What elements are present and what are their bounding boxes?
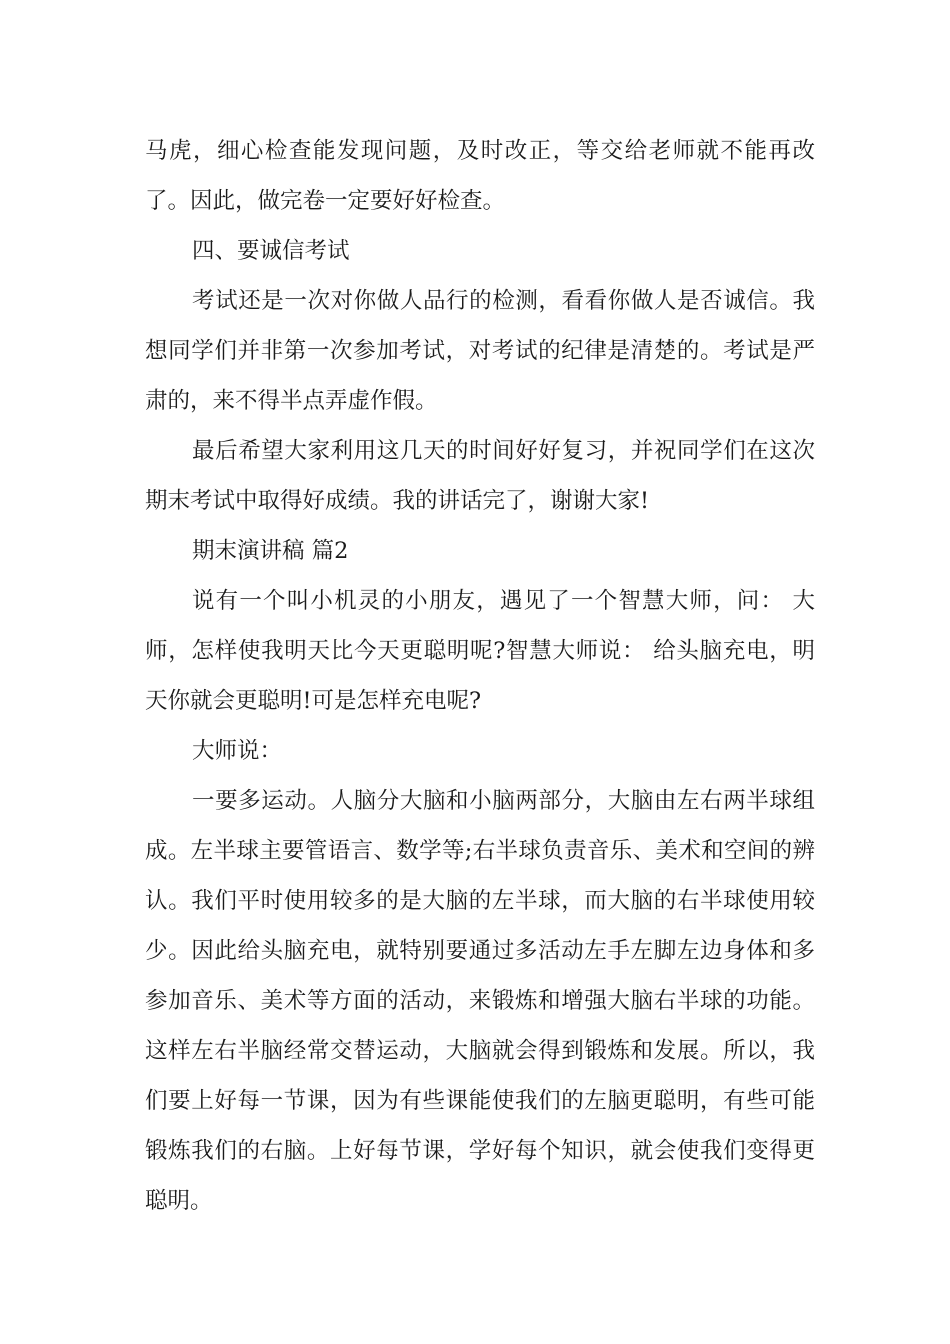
section-heading: 四、要诚信考试 xyxy=(192,238,350,264)
text-line: 成。左半球主要管语言、数学等;右半球负责音乐、美术和空间的辨 xyxy=(145,838,815,864)
text-line: 锻炼我们的右脑。上好每节课，学好每个知识，就会使我们变得更 xyxy=(145,1138,815,1164)
text-line: 期末考试中取得好成绩。我的讲话完了，谢谢大家! xyxy=(145,488,650,514)
text-line: 聪明。 xyxy=(145,1188,213,1214)
text-line: 参加音乐、美术等方面的活动，来锻炼和增强大脑右半球的功能。 xyxy=(145,988,815,1014)
text-line: 最后希望大家利用这几天的时间好好复习，并祝同学们在这次 xyxy=(192,438,815,464)
text-line: 天你就会更聪明!可是怎样充电呢? xyxy=(145,688,482,714)
text-line: 说有一个叫小机灵的小朋友，遇见了一个智慧大师，问： 大 xyxy=(192,588,815,614)
text-line: 这样左右半脑经常交替运动，大脑就会得到锻炼和发展。所以，我 xyxy=(145,1038,815,1064)
text-line: 认。我们平时使用较多的是大脑的左半球，而大脑的右半球使用较 xyxy=(145,888,815,914)
text-line: 们要上好每一节课，因为有些课能使我们的左脑更聪明，有些可能 xyxy=(145,1088,815,1114)
text-line: 了。因此，做完卷一定要好好检查。 xyxy=(145,188,506,214)
text-line: 少。因此给头脑充电，就特别要通过多活动左手左脚左边身体和多 xyxy=(145,938,815,964)
text-line: 一要多运动。人脑分大脑和小脑两部分，大脑由左右两半球组 xyxy=(192,788,815,814)
text-line: 肃的，来不得半点弄虚作假。 xyxy=(145,388,438,414)
text-line: 马虎，细心检查能发现问题，及时改正，等交给老师就不能再改 xyxy=(145,138,815,164)
text-line: 考试还是一次对你做人品行的检测，看看你做人是否诚信。我 xyxy=(192,288,815,314)
text-line: 师，怎样使我明天比今天更聪明呢?智慧大师说： 给头脑充电，明 xyxy=(145,638,815,664)
text-line: 想同学们并非第一次参加考试，对考试的纪律是清楚的。考试是严 xyxy=(145,338,815,364)
section-title: 期末演讲稿 篇2 xyxy=(192,538,349,564)
text-line: 大师说： xyxy=(192,738,283,764)
